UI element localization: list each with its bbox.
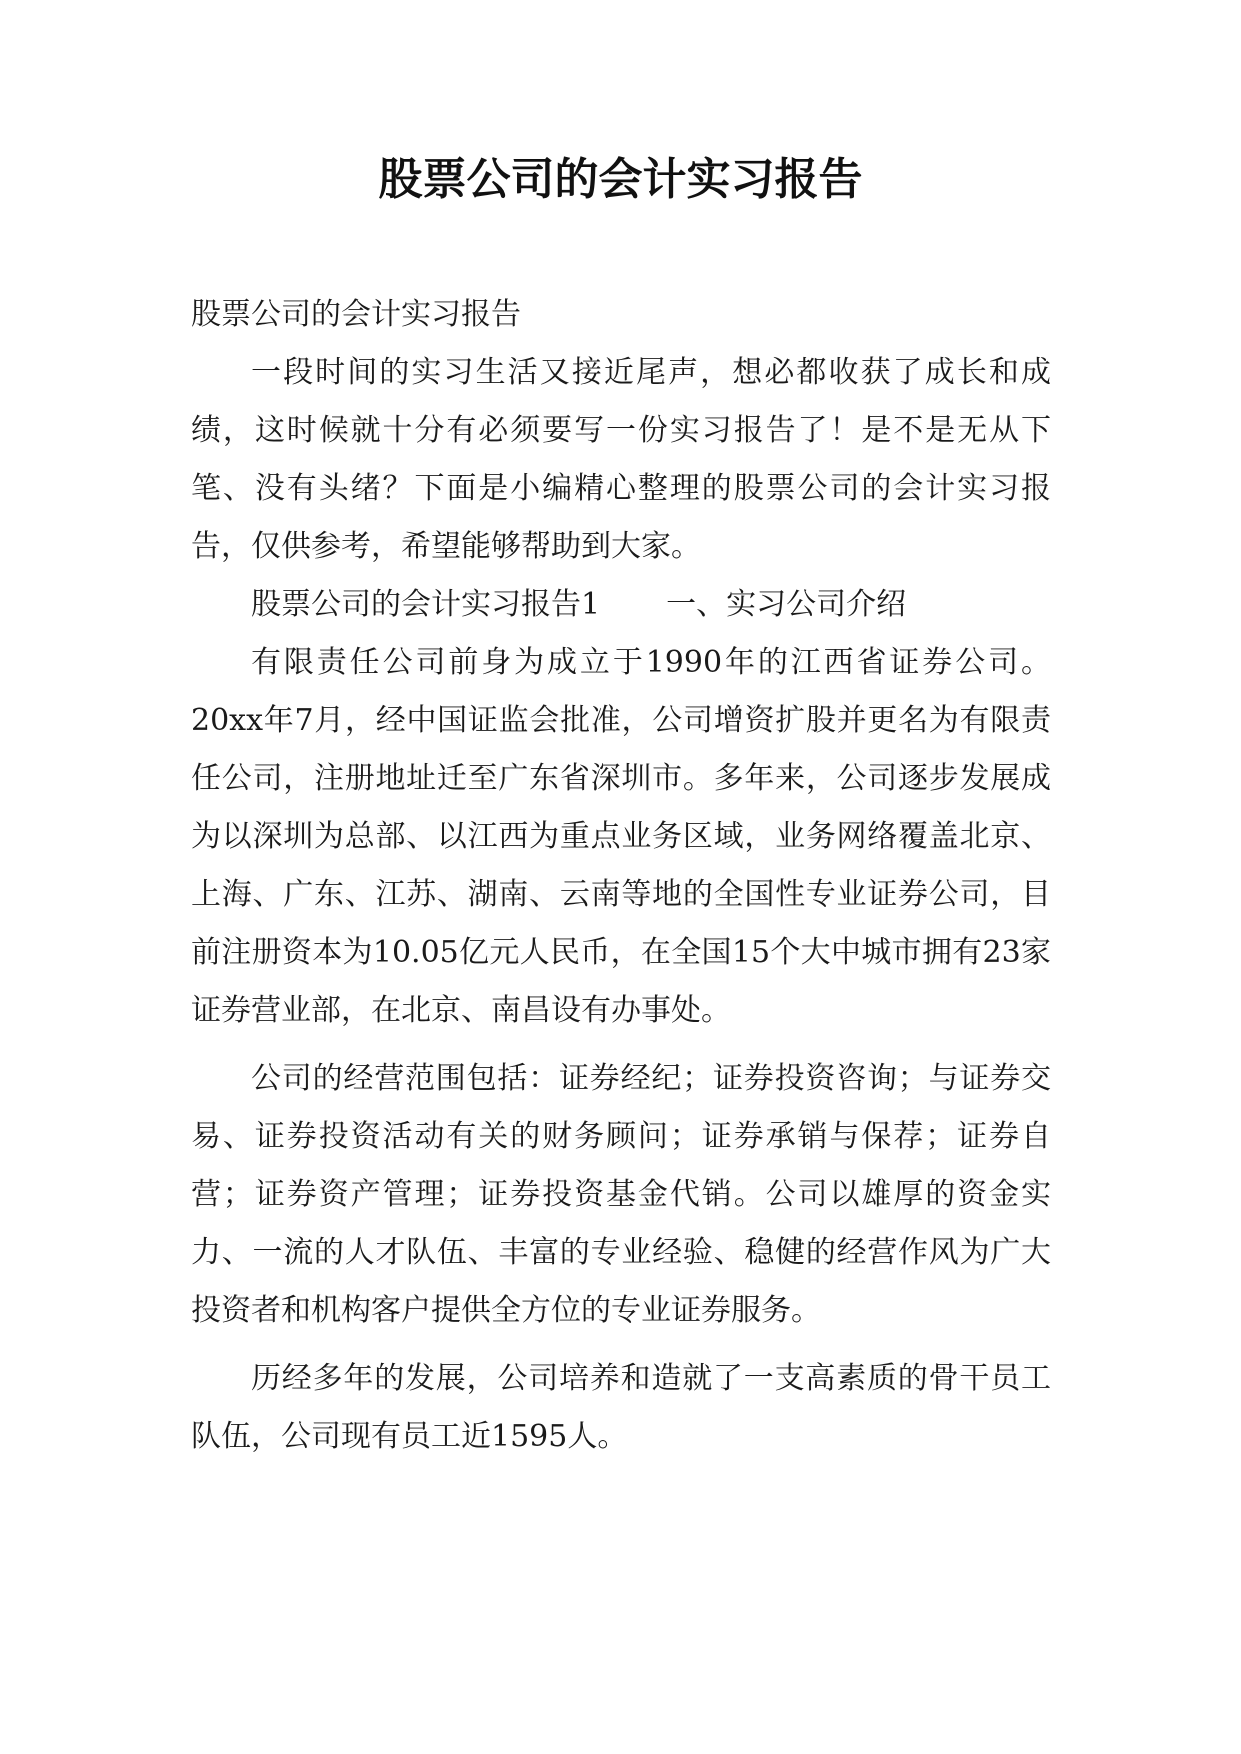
paragraph-subtitle: 股票公司的会计实习报告 (191, 297, 521, 332)
paragraph-intro: 一段时间的实习生活又接近尾声，想必都收获了成长和成绩，这时候就十分有必须要写一份实习报告了！是不是无从下笔、没有头绪？下面是小编精心整理的股票公司的会计实习报告，仅供参考，希望能够帮助到大家。 (191, 355, 1051, 564)
paragraph-business-scope: 公司的经营范围包括：证券经纪；证券投资咨询；与证券交易、证券投资活动有关的财务顾问；证券承销与保荐；证券自营；证券资产管理；证券投资基金代销。公司以雄厚的资金实力、一流的人才队伍、丰富的专业经验、稳健的经营作风为广大投资者和机构客户提供全方位的专业证券服务。 (191, 1061, 1051, 1328)
document-title: 股票公司的会计实习报告 (378, 154, 863, 205)
paragraph-staff: 历经多年的发展，公司培养和造就了一支高素质的骨干员工队伍，公司现有员工近1595人。 (191, 1361, 1051, 1454)
section-report-label: 股票公司的会计实习报告1 (251, 587, 601, 622)
paragraph-section-heading (191, 576, 1051, 634)
document-body (191, 286, 1051, 1466)
section-heading: 一、实习公司介绍 (666, 587, 907, 622)
paragraph-company-intro: 有限责任公司前身为成立于1990年的江西省证券公司。20xx年7月，经中国证监会批准，公司增资扩股并更名为有限责任公司，注册地址迁至广东省深圳市。多年来，公司逐步发展成为以深圳为总部、以江西为重点业务区域，业务网络覆盖北京、上海、广东、江苏、湖南、云南等地的全国性专业证券公司，目前注册资本为10.05亿元人民币，在全国15个大中城市拥有23家证券营业部，在北京、南昌设有办事处。 (191, 645, 1051, 1028)
